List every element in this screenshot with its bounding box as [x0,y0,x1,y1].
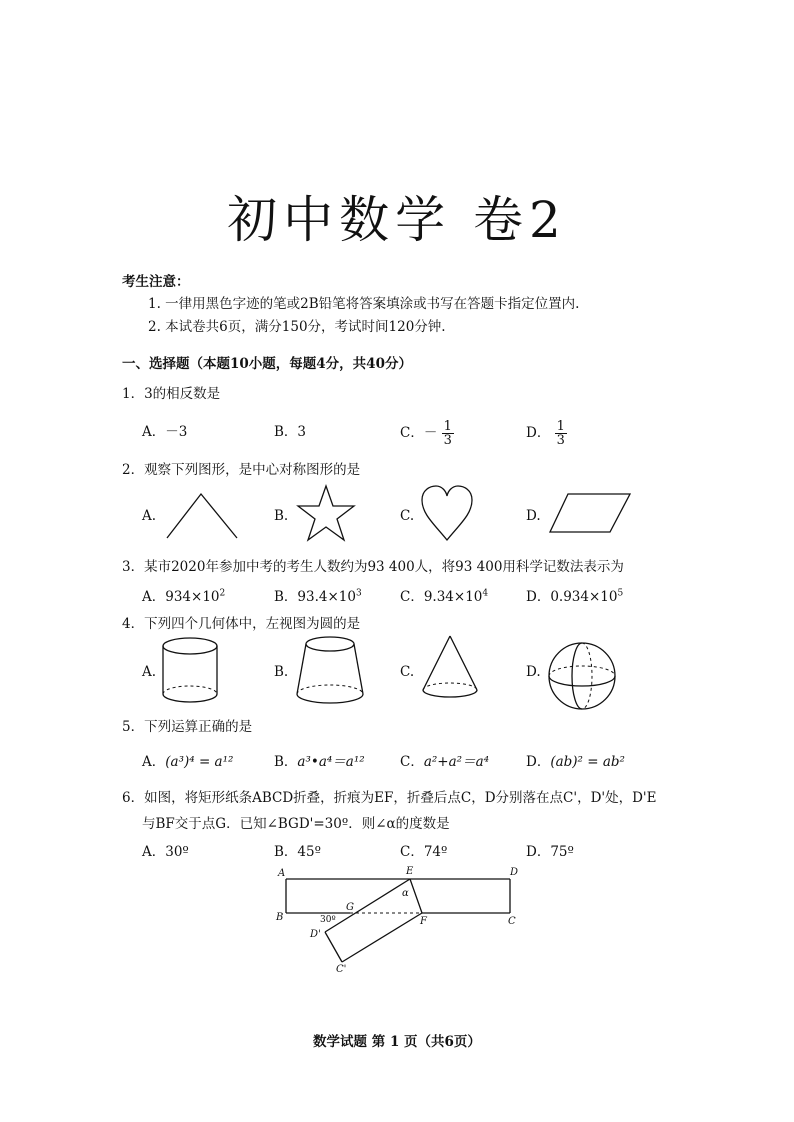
q4-option-a: A. [142,664,157,680]
q3-option-c: C．$9.34\times 10^4$ [400,588,489,605]
q2-stem: 2．观察下列图形，是中心对称图形的是 [122,462,361,478]
q6-folded-strip-figure [270,862,530,977]
q2-option-a: A. [142,508,157,524]
q1-stem: 1．3的相反数是 [122,386,221,402]
q4-cone-figure [420,634,480,700]
q1-option-d [526,420,567,447]
q1-option-d-fraction: $\frac{1}{3}$ [556,419,565,448]
q1-option-c-fraction: $\frac{1}{3}$ [443,419,452,448]
q2-angle-figure [165,490,240,540]
q1-option-a: A．－3 [142,424,188,440]
label-f: F [420,916,427,927]
q2-option-d: D. [526,508,541,524]
q6-stem-line-1: 6．如图，将矩形纸条ABCD折叠，折痕为EF，折叠后点C，D分别落在点C'，D'处，D'E [122,790,657,806]
q2-heart-figure [420,484,474,542]
folded-edge-dc [325,932,342,962]
notice-item-2: 2. 本试卷共6页，满分150分，考试时间120分钟. [148,319,446,335]
q6-option-d: D．75º [526,844,574,860]
q4-frustum-figure [294,634,366,706]
q4-stem: 4．下列四个几何体中，左视图为圆的是 [122,616,361,632]
q6-option-b: B．45º [274,844,321,860]
q5-stem: 5．下列运算正确的是 [122,719,253,735]
notice-heading: 考生注意： [122,274,190,290]
q4-option-c: C. [400,664,415,680]
q4-option-d: D. [526,664,541,680]
page-title: 初中数学 卷2 [227,191,567,249]
folded-edge-ed [325,879,410,932]
q6-stem-line-2: 与BF交于点G．已知∠BGD'=30º．则∠α的度数是 [142,816,450,832]
folded-edge-cf [342,913,422,962]
q6-option-a: A．30º [142,844,189,860]
label-e: E [406,866,414,877]
label-angle-30: 30º [320,915,336,925]
q2-option-b: B. [274,508,289,524]
q1-option-d-label: D． [526,425,551,441]
notice-item-1: 1. 一律用黑色字迹的笔或2B铅笔将答案填涂或书写在答题卡指定位置内. [148,296,580,312]
fold-line-ef [410,879,422,913]
q4-sphere-figure [546,640,618,712]
q4-option-b: B. [274,664,289,680]
label-d-prime: D' [310,929,321,940]
label-d: D [510,867,519,878]
q2-parallelogram-figure [548,492,633,534]
label-a: A [278,868,286,879]
label-c: C [508,916,516,927]
q6-option-c: C．74º [400,844,448,860]
q1-option-c-label: C．－ [400,425,438,441]
label-c-prime: C' [336,964,347,975]
q2-option-c: C. [400,508,415,524]
q1-option-b: B．3 [274,424,307,440]
q4-cylinder-figure [160,636,220,706]
q5-option-a: A．(a³)⁴ = a¹² [142,754,234,770]
section-heading: 一、选择题（本题10小题，每题4分，共40分） [122,356,412,372]
page-footer: 数学试题 第 1 页（共6页） [313,1034,481,1050]
q5-option-d: D．(ab)² = ab² [526,754,625,770]
q3-option-d: D．$0.934\times 10^5$ [526,588,624,605]
label-g: G [346,902,354,913]
q5-option-b: B．a³•a⁴＝a¹² [274,754,365,770]
q5-option-c: C．a²+a²＝a⁴ [400,754,490,770]
q3-stem: 3．某市2020年参加中考的考生人数约为93 400人，将93 400用科学记数法表示为 [122,559,624,575]
q1-option-c [400,420,454,447]
q3-option-b: B．$93.4\times 10^3$ [274,588,362,605]
q3-option-a: A．$934\times 10^2$ [142,588,226,605]
q2-star-figure [296,484,356,544]
label-alpha: α [402,888,409,899]
label-b: B [276,912,284,923]
